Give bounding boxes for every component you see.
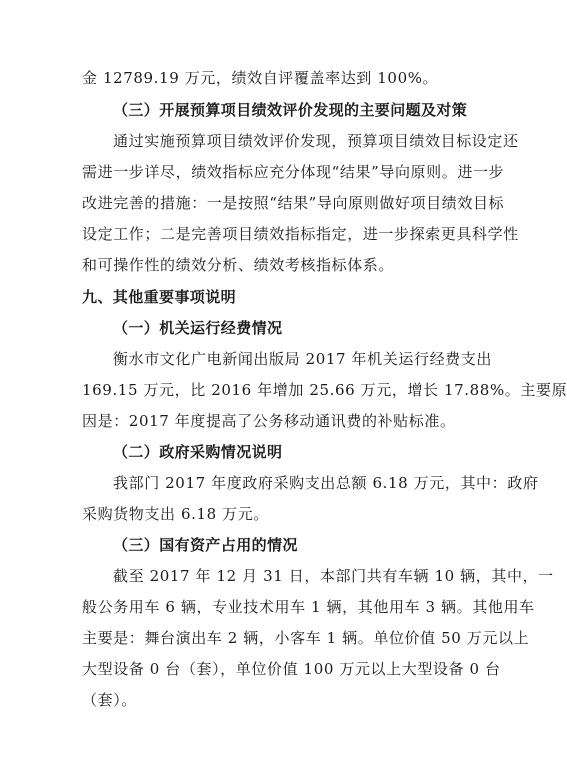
- subsection-heading-procurement: （二）政府采购情况说明: [113, 443, 283, 461]
- body-text-line: 截至 2017 年 12 月 31 日，本部门共有车辆 10 辆，其中，一: [113, 567, 554, 585]
- body-text-line: 般公务用车 6 辆，专业技术用车 1 辆，其他用车 3 辆。其他用车: [82, 598, 535, 616]
- body-text-line: 改进完善的措施：一是按照“结果”导向原则做好项目绩效目标: [82, 194, 505, 212]
- subsection-heading-state-assets: （三）国有资产占用的情况: [113, 536, 298, 554]
- body-text-line: 因是：2017 年度提高了公务移动通讯费的补贴标准。: [82, 412, 456, 430]
- body-text-line: 我部门 2017 年度政府采购支出总额 6.18 万元，其中：政府: [113, 474, 539, 492]
- body-text-line: 通过实施预算项目绩效评价发现，预算项目绩效目标设定还: [113, 132, 519, 150]
- body-text-line: 金 12789.19 万元，绩效自评覆盖率达到 100%。: [82, 69, 439, 87]
- body-text-line: 需进一步详尽，绩效指标应充分体现“结果”导向原则。进一步: [82, 163, 505, 181]
- subsection-heading-operating-costs: （一）机关运行经费情况: [113, 319, 283, 337]
- body-text-line: 大型设备 0 台（套），单位价值 100 万元以上大型设备 0 台: [82, 660, 501, 678]
- body-text-line: 169.15 万元，比 2016 年增加 25.66 万元，增长 17.88%。主要原: [82, 381, 567, 399]
- subsection-heading-problems: （三）开展预算项目绩效评价发现的主要问题及对策: [113, 101, 468, 119]
- body-text-line: 和可操作性的绩效分析、绩效考核指标体系。: [82, 256, 395, 274]
- section-heading-other-matters: 九、其他重要事项说明: [82, 288, 237, 306]
- body-text-line: 设定工作；二是完善项目绩效指标指定，进一步探索更具科学性: [82, 225, 519, 243]
- body-text-line: 采购货物支出 6.18 万元。: [82, 505, 269, 523]
- body-text-line: 衡水市文化广电新闻出版局 2017 年机关运行经费支出: [113, 350, 492, 368]
- body-text-line: 主要是：舞台演出车 2 辆，小客车 1 辆。单位价值 50 万元以上: [82, 629, 530, 647]
- body-text-line: （套）。: [82, 691, 137, 709]
